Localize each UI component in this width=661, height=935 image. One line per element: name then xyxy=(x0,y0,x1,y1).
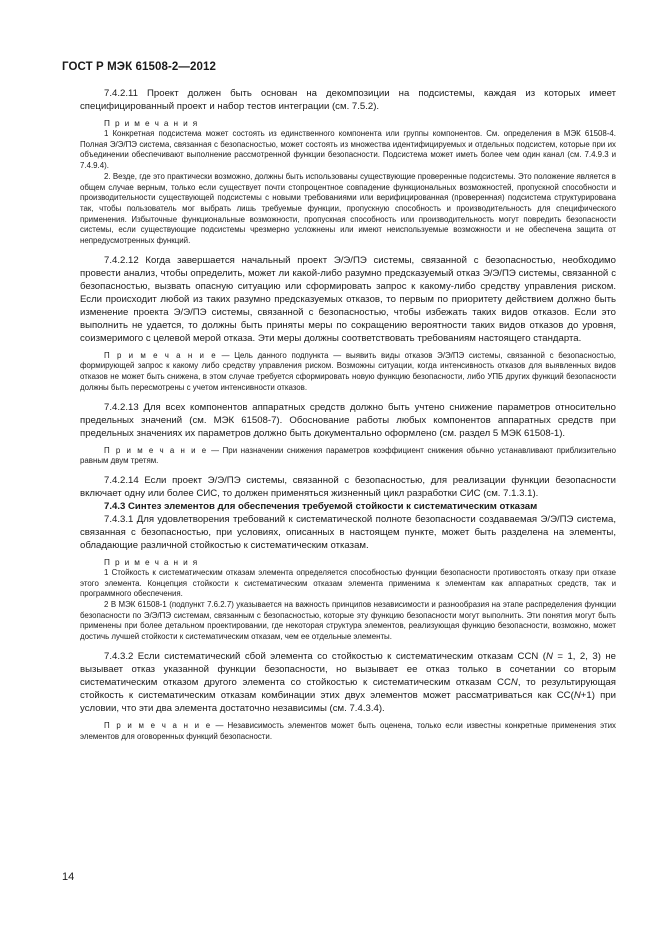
clause-text: = 1, 2, 3) не вызывает отказ указанной функции безопасности, но вызывает ее отказ только в сочетании со вторым систематическим отказом другого элемента со стойкостью к систематическим отказам CC xyxy=(80,650,616,688)
variable-n: N xyxy=(546,650,553,662)
clause-7-4-3-1: 7.4.3.1 Для удовлетворения требований к систематической полноте безопасности создаваемая Э/Э/ПЭ система, связанная с безопасностью, при условиях, описанных в настоящем пункте, может быть разделена на элементы, обладающие различной стойкостью к систематическим отказам. xyxy=(80,513,616,551)
clause-text: 7.4.3.2 Если систематический сбой элемента со стойкостью к систематическим отказам CCN ( xyxy=(104,650,546,662)
clause-text: +1) при условии, что эти два элемента достаточно независимы (см. 7.4.3.4). xyxy=(80,689,616,714)
clause-7-4-3-2 xyxy=(80,650,616,715)
note-item: 1 Конкретная подсистема может состоять из единственного компонента или группы компонентов. См. определения в МЭК 61508-4. Полная Э/Э/ПЭ система, связанная с безопасностью, может состоять из множества идентифицируемых и отдельных подсистем, которые при их объединении обеспечивают выполнение рассмотренной функции безопасности. Подсистема может иметь более чем один канал (см. 7.4.9.3 и 7.4.9.4). xyxy=(80,129,616,171)
clause-7-4-2-13: 7.4.2.13 Для всех компонентов аппаратных средств должно быть учтено снижение параметров относительно предельных значений (см. МЭК 61508-7). Обоснование работы любых компонентов аппаратных средств при предельных значениях их параметров должно быть документально оформлено (см. раздел 5 МЭК 61508-1). xyxy=(80,401,616,439)
variable-n: N xyxy=(510,676,518,688)
section-heading-7-4-3: 7.4.3 Синтез элементов для обеспечения требуемой стойкости к систематическим отказам xyxy=(104,500,538,512)
note-item: 2. Везде, где это практически возможно, должны быть использованы существующие проверенные подсистемы. Это положение является в общем случае верным, только если существует почти стопроцентное совпадение функциональных возможностей, пропускной способности и производительности существующей подсистемы с новыми требованиями или верифицированная (проверенная) подсистема структурирована так, чтобы пользователь мог выбрать лишь требуемые функции, пропускную способность и производительность для специфического применения. Избыточные функциональные возможности, пропускная способность или производительность могут повредить безопасности системы, если существующие подсистемы чрезмерно усложнены или имеют неиспользуемые возможности и не обеспечена защита от непредусмотренных функций. xyxy=(80,171,616,246)
clause-7-4-2-14: 7.4.2.14 Если проект Э/Э/ПЭ системы, связанной с безопасностью, для реализации функции безопасности включает одну или более СИС, то должен применяться жизненный цикл разработки СИС (см. 7.1.3.1). xyxy=(80,474,616,499)
note-single xyxy=(80,446,616,467)
variable-n: N xyxy=(573,689,581,701)
note-item: 2 В МЭК 61508-1 (подпункт 7.6.2.7) указывается на важность принципов независимости и разнообразия на этапе распределения функции безопасности по Э/Э/ПЭ системам, связанным с безопасностью, которые эту функцию безопасности могут выполнить. Эти понятия могут быть применены при более детальном проектировании, где некоторая структура элементов, реализующая функцию безопасности, возможно, может достичь лучшей стойкости к систематическим отказам, чем ее отдельные элементы. xyxy=(80,600,616,642)
note-single xyxy=(80,351,616,394)
page-number: 14 xyxy=(62,871,75,883)
notes-heading: П р и м е ч а н и я xyxy=(104,119,199,128)
notes-heading: П р и м е ч а н и я xyxy=(104,557,199,567)
note-label: П р и м е ч а н и е xyxy=(104,445,208,455)
note-text: — Независимость элементов может быть оценена, только если известны конкретные применения этих элементов для оговоренных функций безопасности. xyxy=(80,720,616,741)
note-text: — При назначении снижения параметров коэффициент снижения обычно устанавливают приблизительно равным двум третям. xyxy=(80,445,616,466)
note-label: П р и м е ч а н и е xyxy=(104,350,217,360)
page-content xyxy=(80,87,616,742)
clause-text: , то результирующая стойкость к систематическим отказам комбинации этих двух элементов может рассматриваться как CC( xyxy=(80,676,616,701)
note-text: — Цель данного подпункта — выявить виды отказов Э/Э/ПЭ системы, связанной с безопасностью, формирующей запрос к какому либо средству управления риском. Возможны ситуации, когда интенсивность отказов для выявленных видов отказов не может быть снижена, в этом случае требуется сформировать новую функцию безопасности, либо УПБ других функций безопасности должны быть пересмотрены с учетом интенсивности отказов. xyxy=(80,350,616,392)
note-label: П р и м е ч а н и е xyxy=(104,720,212,730)
note-single xyxy=(80,721,616,742)
clause-7-4-2-11: 7.4.2.11 Проект должен быть основан на декомпозиции на подсистемы, каждая из которых имеет специфицированный проект и набор тестов интеграции (см. 7.5.2). xyxy=(80,88,616,112)
header-title: ГОСТ Р МЭК 61508-2—2012 xyxy=(62,61,216,73)
clause-7-4-2-12: 7.4.2.12 Когда завершается начальный проект Э/Э/ПЭ системы, связанной с безопасностью, необходимо провести анализ, чтобы определить, может ли какой-либо разумно предсказуемый отказ Э/Э/ПЭ системы, связанной с безопасностью, вызвать опасную ситуацию или сформировать запрос к какому-либо средству управления риском. Если происходит любой из таких разумно предсказуемых отказов, то первым по приоритету действием должно быть изменение проекта Э/Э/ПЭ системы, связанной с безопасностью, чтобы избежать таких видов отказов. Если это выполнить не удается, то должны быть приняты меры по сокращению вероятности таких видов отказов до уровня, соизмеримого с целевой мерой отказа. Эти меры должны соответствовать требованиям настоящего стандарта. xyxy=(80,254,616,344)
note-item: 1 Стойкость к систематическим отказам элемента определяется способностью функции безопасности противостоять отказу при отказе этого элемента. Концепция стойкости к систематическим отказам элемента применима к элементам как аппаратных средств, так и программного обеспечения. xyxy=(80,567,616,599)
